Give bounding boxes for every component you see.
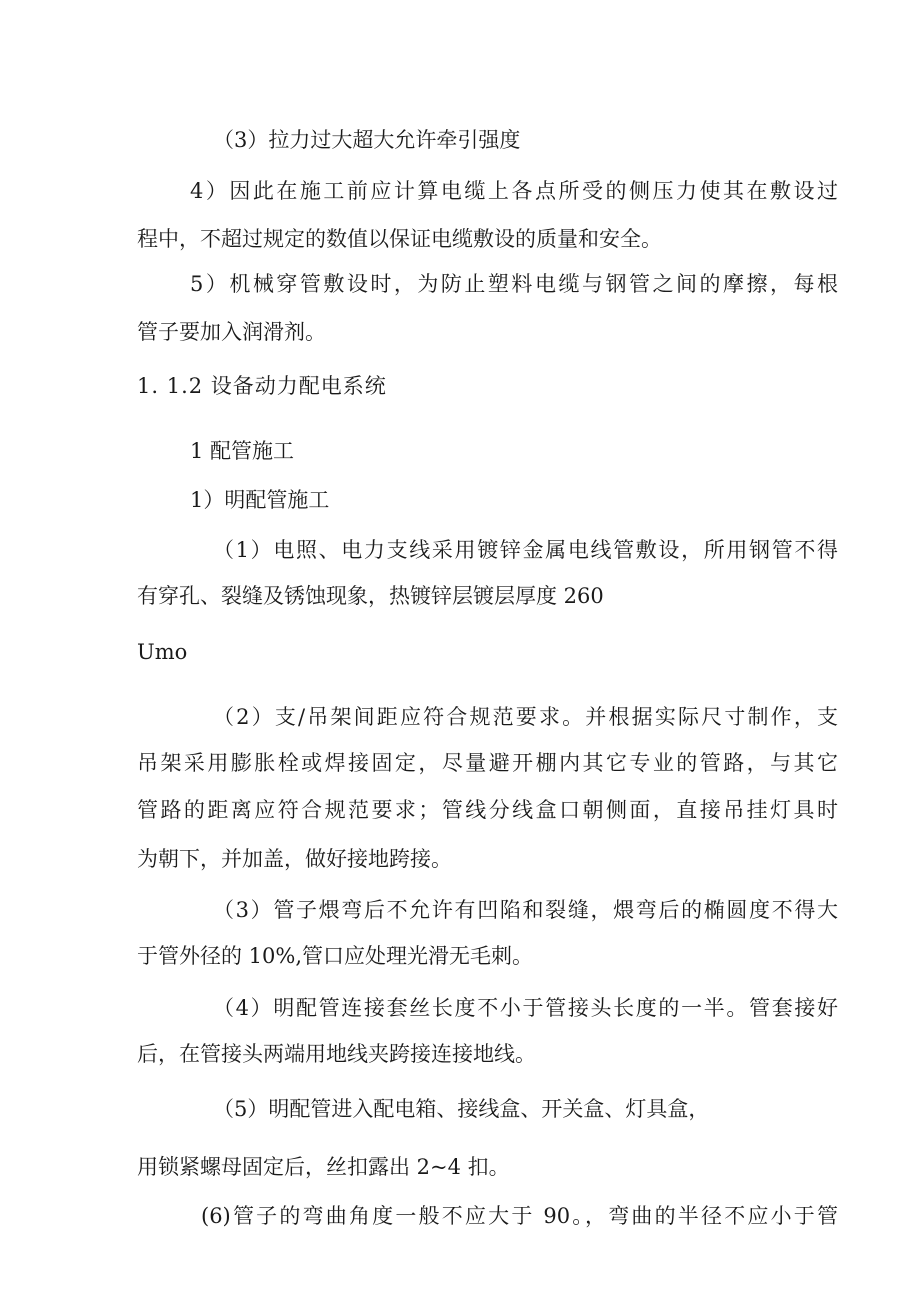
subsection-item-1: 1）明配管施工 — [190, 488, 330, 512]
para-2-line-4: 为朝下，并加盖，做好接地跨接。 — [137, 847, 452, 871]
para-2-line-1: （2）支/吊架间距应符合规范要求。并根据实际尺寸制作，支 — [213, 705, 838, 729]
item-4-line-1: 4）因此在施工前应计算电缆上各点所受的侧压力使其在敷设过 — [190, 179, 838, 203]
subsection-heading: 1 配管施工 — [190, 439, 295, 463]
para-1-line-2: 有穿孔、裂缝及锈蚀现象，热镀锌层镀层厚度 260 — [137, 584, 604, 608]
para-2-line-3: 管路的距离应符合规范要求；管线分线盒口朝侧面，直接吊挂灯具时 — [137, 798, 838, 822]
para-4-line-1: （4）明配管连接套丝长度不小于管接头长度的一半。管套接好 — [213, 996, 838, 1020]
para-5-line-1: （5）明配管进入配电箱、接线盒、开关盒、灯具盒， — [213, 1097, 710, 1121]
para-1-line-1: （1）电照、电力支线采用镀锌金属电线管敷设，所用钢管不得 — [213, 538, 838, 562]
para-3-line-1: （3）管子煨弯后不允许有凹陷和裂缝，煨弯后的椭圆度不得大 — [213, 898, 838, 922]
item-3-tension: （3）拉力过大超大允许牵引强度 — [213, 128, 521, 152]
para-5-line-2: 用锁紧螺母固定后，丝扣露出 2~4 扣。 — [137, 1155, 510, 1179]
section-heading: 1. 1.2 设备动力配电系统 — [137, 374, 387, 398]
para-4-line-2: 后，在管接头两端用地线夹跨接连接地线。 — [137, 1042, 536, 1066]
item-4-line-2: 程中，不超过规定的数值以保证电缆敷设的质量和安全。 — [137, 227, 662, 251]
para-2-line-2: 吊架采用膨胀栓或焊接固定，尽量避开棚内其它专业的管路，与其它 — [137, 751, 838, 775]
para-3-line-2: 于管外径的 10%,管口应处理光滑无毛刺。 — [137, 944, 534, 968]
para-6-line-1: (6)管子的弯曲角度一般不应大于 90。，弯曲的半径不应小于管 — [201, 1204, 838, 1228]
item-5-line-1: 5）机械穿管敷设时，为防止塑料电缆与钢管之间的摩擦，每根 — [190, 272, 838, 296]
item-5-line-2: 管子要加入润滑剂。 — [137, 320, 326, 344]
para-1-unit: Umo — [137, 640, 188, 664]
